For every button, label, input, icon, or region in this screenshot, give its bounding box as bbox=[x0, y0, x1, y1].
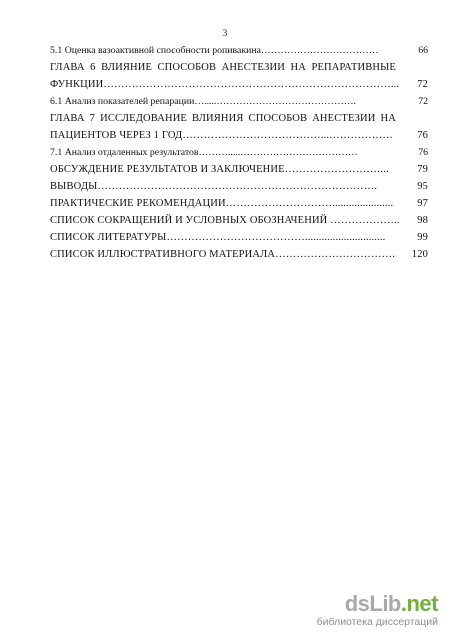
toc-entry-title: СПИСОК ИЛЛЮСТРАТИВНОГО МАТЕРИАЛА……………………………. bbox=[50, 249, 396, 260]
toc-entry-chapter-6[interactable] bbox=[50, 59, 428, 93]
toc-entry-5-1[interactable] bbox=[50, 42, 428, 59]
toc-entry-title: ВЫВОДЫ……………………………………………………………………. bbox=[50, 181, 378, 192]
toc-entry-title: СПИСОК ЛИТЕРАТУРЫ…………………………………............................. bbox=[50, 232, 386, 243]
toc-entry-abbreviations[interactable] bbox=[50, 212, 428, 229]
toc-entry-page: 120 bbox=[411, 249, 428, 260]
toc-entry-page: 72 bbox=[418, 96, 428, 107]
toc-entry-illustrations[interactable] bbox=[50, 246, 428, 263]
toc-entry-page: 79 bbox=[417, 164, 428, 175]
toc-entry-title: ПРАКТИЧЕСКИЕ РЕКОМЕНДАЦИИ…………………………...................... bbox=[50, 198, 394, 209]
logo-accent-text: .net bbox=[400, 591, 438, 616]
watermark-tagline: библиотека диссертаций bbox=[316, 616, 438, 628]
logo-main-text: dsLib bbox=[344, 591, 401, 616]
toc-entry-title-line2: ПАЦИЕНТОВ ЧЕРЕЗ 1 ГОД…………………………………...……………… bbox=[50, 130, 394, 141]
toc-entry-page: 72 bbox=[417, 79, 428, 90]
toc-entry-chapter-7[interactable] bbox=[50, 110, 428, 144]
table-of-contents bbox=[50, 42, 428, 263]
dslib-logo[interactable] bbox=[345, 591, 438, 617]
toc-entry-6-1[interactable] bbox=[50, 93, 428, 110]
dslib-watermark bbox=[288, 591, 438, 631]
toc-entry-page: 66 bbox=[418, 45, 428, 56]
toc-entry-title: ОБСУЖДЕНИЕ РЕЗУЛЬТАТОВ И ЗАКЛЮЧЕНИЕ………………………... bbox=[50, 164, 389, 175]
toc-entry-title: 7.1 Анализ отдаленных результатов……….....……………………………… bbox=[50, 147, 358, 158]
toc-entry-conclusions[interactable] bbox=[50, 178, 428, 195]
toc-entry-discussion[interactable] bbox=[50, 161, 428, 178]
toc-entry-title: 5.1 Оценка вазоактивной способности ропивакина……………………………… bbox=[50, 45, 379, 56]
toc-entry-title-line2: ФУНКЦИИ………………………………………………………………………... bbox=[50, 79, 400, 90]
toc-entry-page: 97 bbox=[417, 198, 428, 209]
page-number: 3 bbox=[222, 28, 228, 38]
toc-entry-recommendations[interactable] bbox=[50, 195, 428, 212]
toc-entry-page: 99 bbox=[417, 232, 428, 243]
toc-entry-7-1[interactable] bbox=[50, 144, 428, 161]
toc-entry-title: СПИСОК СОКРАЩЕНИЙ И УСЛОВНЫХ ОБОЗНАЧЕНИЙ ……………….. bbox=[50, 215, 400, 226]
toc-entry-page: 76 bbox=[417, 130, 428, 141]
toc-entry-references[interactable] bbox=[50, 229, 428, 246]
toc-entry-page: 98 bbox=[417, 215, 428, 226]
toc-entry-page: 76 bbox=[418, 147, 428, 158]
toc-entry-title-line1: ГЛАВА 6 ВЛИЯНИЕ СПОСОБОВ АНЕСТЕЗИИ НА РЕПАРАТИВНЫЕ bbox=[50, 62, 396, 73]
toc-entry-page: 95 bbox=[417, 181, 428, 192]
toc-entry-title-line1: ГЛАВА 7 ИССЛЕДОВАНИЕ ВЛИЯНИЯ СПОСОБОВ АНЕСТЕЗИИ НА bbox=[50, 113, 396, 124]
toc-entry-title: 6.1 Анализ показателей репарации….....……………………………………. bbox=[50, 96, 356, 107]
